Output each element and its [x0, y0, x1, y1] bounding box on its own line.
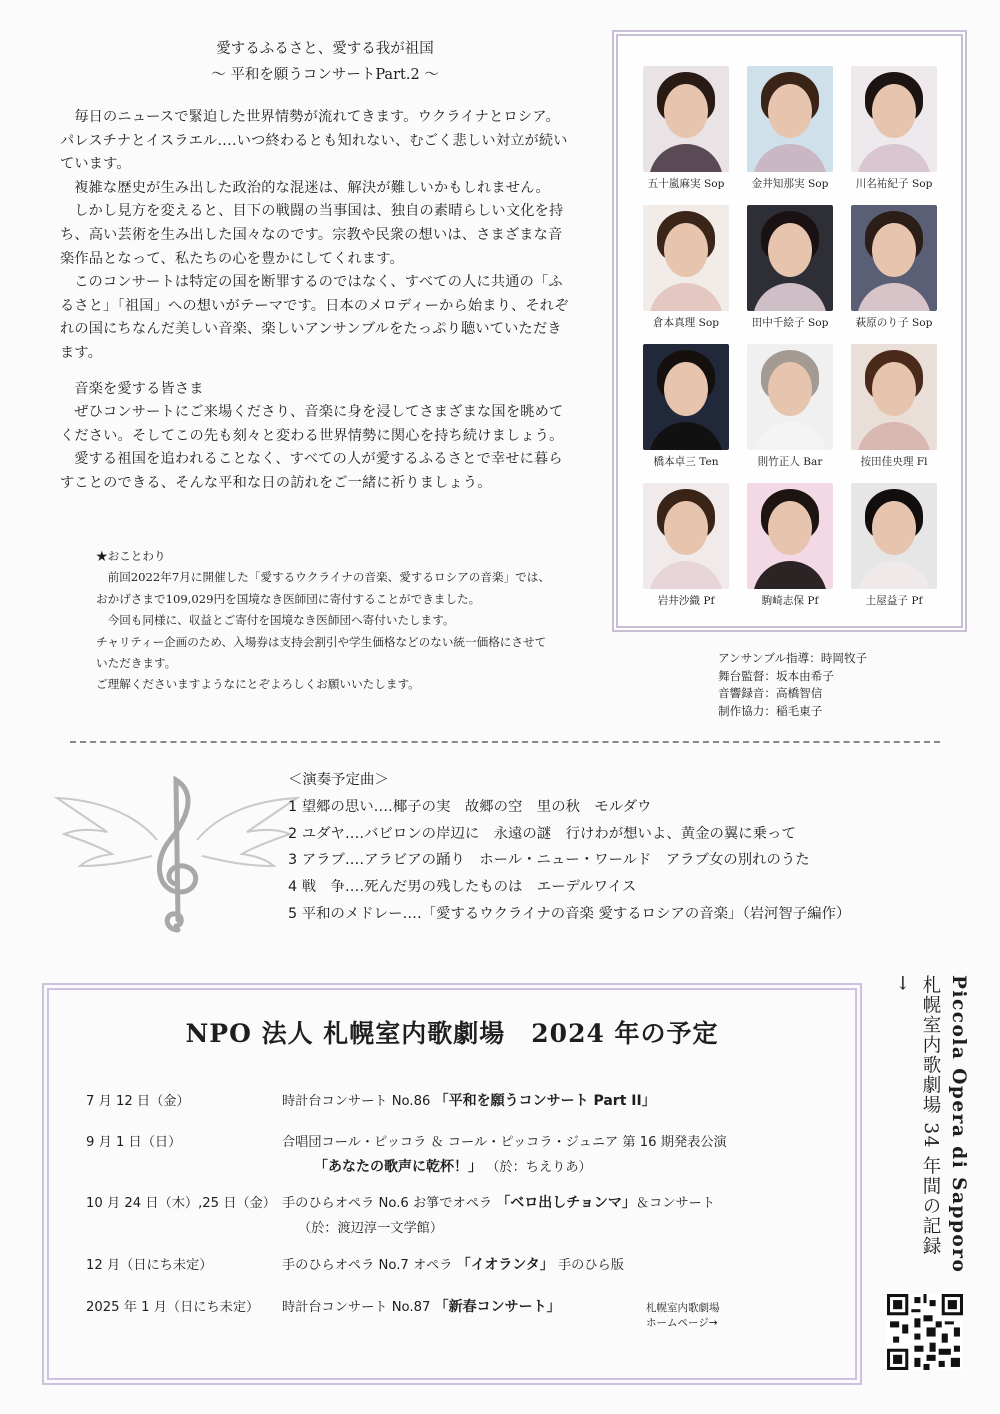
notice-paragraph: 前回2022年7月に開催した「愛するウクライナの音楽、愛するロシアの音楽」では、おかげさまで109,029円を国境なき医師団に寄付することができました。	[96, 570, 550, 606]
notice-paragraph: ご理解くださいますようなにとぞよろしくお願いいたします。	[96, 677, 420, 692]
side-title-en: Piccola Opera di Sapporo	[948, 975, 969, 1274]
performer-name: 則竹正人 Bar	[757, 456, 823, 468]
face-shape	[664, 362, 708, 416]
homepage-note	[646, 1301, 720, 1331]
performer-card	[849, 66, 939, 191]
intro-paragraph: 愛する祖国を追われることなく、すべての人が愛するふるさとで幸せに暮らすことのできる、そんな平和な日の訪れをご一緒に祈りましょう。	[60, 451, 563, 491]
event-desc	[282, 1296, 561, 1316]
performer-name: 萩原のり子 Sop	[855, 317, 933, 329]
notice-heading: ★おことわり	[96, 549, 166, 563]
performer-photo	[747, 483, 833, 589]
event-text: 時計台コンサート No.86	[282, 1094, 431, 1109]
body-shape	[753, 561, 827, 589]
performer-photo	[643, 205, 729, 311]
performer-photo	[643, 483, 729, 589]
intro-paragraph: このコンサートは特定の国を断罪するのではなく、すべての人に共通の「ふるさと」「祖国」への想いがテーマです。日本のメロディーから始まり、それぞれの国にちなんだ美しい音楽、楽しいアンサンブルをたっぷり聴いていただきます。	[60, 274, 569, 361]
side-vertical-title	[888, 975, 972, 1280]
intro-title	[120, 36, 530, 88]
event-text: 時計台コンサート No.87	[282, 1300, 431, 1315]
body-shape	[649, 144, 723, 172]
performer-photo	[747, 66, 833, 172]
event-text: 手のひらオペラ No.7 オペラ	[282, 1258, 453, 1273]
performer-name: 橋本卓三 Ten	[653, 456, 719, 468]
face-shape	[872, 362, 916, 416]
event-venue: （於：ちえりあ）	[486, 1160, 592, 1175]
face-shape	[872, 501, 916, 555]
performer-photo	[851, 483, 937, 589]
event-title: 「平和を願うコンサート Part II」	[434, 1093, 656, 1109]
intro-paragraph: 毎日のニュースで緊迫した世界情勢が流れてきます。ウクライナとロシア。パレスチナとイスラエル‥‥いつ終わるとも知れない、むごく悲しい対立が続いています。	[60, 109, 568, 173]
face-shape	[768, 362, 812, 416]
event-date: 9 月 1 日（日）	[86, 1135, 182, 1150]
notice-paragraph: 今回も同様に、収益とご寄付を国境なき医師団へ寄付いたします。	[107, 613, 455, 628]
body-shape	[753, 283, 827, 311]
event-title: 「あなたの歌声に乾杯！」	[314, 1159, 482, 1175]
body-shape	[857, 561, 931, 589]
performer-name: 倉本真理 Sop	[652, 317, 720, 329]
body-shape	[857, 144, 931, 172]
schedule-title: NPO 法人 札幌室内歌劇場 2024 年の予定	[185, 1019, 719, 1048]
staff-credits	[718, 650, 867, 720]
body-shape	[649, 283, 723, 311]
intro-text	[60, 106, 572, 496]
performer-name: 土屋益子 Pf	[865, 595, 923, 607]
staff-line: 制作協力：稲毛東子	[718, 703, 823, 718]
performer-card	[745, 344, 835, 469]
body-shape	[649, 422, 723, 450]
performer-name: 田中千絵子 Sop	[751, 317, 829, 329]
performer-photo	[851, 344, 937, 450]
event-title: 「ベロ出しチョンマ」	[496, 1195, 636, 1211]
event-desc-line2	[314, 1156, 592, 1176]
staff-line: アンサンブル指導：時岡牧子	[718, 651, 868, 665]
program-list	[288, 767, 968, 928]
event-date: 7 月 12 日（金）	[86, 1094, 190, 1109]
program-item: 2 ユダヤ‥‥バビロンの岸辺に 永遠の謎 行けわが想いよ、黄金の翼に乗って	[288, 825, 796, 842]
notice-box	[96, 546, 556, 696]
performer-name: 按田佳央理 Fl	[860, 456, 928, 468]
face-shape	[664, 84, 708, 138]
performer-card	[745, 483, 835, 608]
event-text: 手のひら版	[557, 1258, 624, 1273]
performer-name: 五十嵐麻実 Sop	[647, 178, 725, 190]
intro-paragraph: ぜひコンサートにご来場くださり、音楽に身を浸してさまざまな国を眺めてください。そしてこの先も刻々と変わる世界情勢に関心を持ち続けましょう。	[60, 404, 564, 444]
event-date: 10 月 24 日（木）,25 日（金）	[86, 1196, 276, 1211]
performer-card	[641, 344, 731, 469]
event-desc	[282, 1254, 624, 1274]
performer-name: 岩井沙織 Pf	[657, 595, 715, 607]
program-heading: ＜演奏予定曲＞	[288, 772, 389, 788]
concert-subtitle: 愛するふるさと、愛する我が祖国	[216, 41, 434, 57]
homepage-arrow-label: ホームページ→	[646, 1317, 718, 1329]
body-shape	[753, 144, 827, 172]
performer-photo	[851, 66, 937, 172]
performer-name: 川名祐紀子 Sop	[855, 178, 933, 190]
face-shape	[872, 223, 916, 277]
qr-code-icon[interactable]	[887, 1294, 963, 1370]
performer-name: 駒崎志保 Pf	[761, 595, 819, 607]
face-shape	[768, 223, 812, 277]
performer-card	[745, 205, 835, 330]
program-item: 3 アラブ‥‥アラビアの踊り ホール・ニュー・ワールド アラブ女の別れのうた	[288, 852, 810, 869]
intro-paragraph: 複雑な歴史が生み出した政治的な混迷は、解決が難しいかもしれません。	[74, 179, 550, 196]
event-text: 合唱団コール・ピッコラ ＆ コール・ピッコラ・ジュニア 第 16 期発表公演	[282, 1135, 727, 1150]
performer-photo	[851, 205, 937, 311]
performer-photo	[643, 344, 729, 450]
performer-card	[641, 205, 731, 330]
staff-line: 音響録音：高橋智信	[718, 686, 823, 701]
face-shape	[768, 501, 812, 555]
body-shape	[753, 422, 827, 450]
performer-card	[641, 483, 731, 608]
performer-name: 金井知那実 Sop	[751, 178, 829, 190]
face-shape	[664, 501, 708, 555]
body-shape	[857, 422, 931, 450]
section-divider	[70, 741, 940, 743]
body-shape	[857, 283, 931, 311]
program-item: 4 戦 争‥‥死んだ男の残したものは エーデルワイス	[288, 879, 637, 896]
intro-paragraph: 音楽を愛する皆さま	[74, 380, 204, 397]
performer-card	[745, 66, 835, 191]
performer-photo	[643, 66, 729, 172]
program-item: 5 平和のメドレー‥‥「愛するウクライナの音楽 愛するロシアの音楽」（岩河智子編作）	[288, 905, 851, 922]
event-title: 「新春コンサート」	[434, 1299, 561, 1315]
face-shape	[872, 84, 916, 138]
performer-card	[849, 205, 939, 330]
treble-clef-wings-icon	[52, 770, 302, 940]
event-desc	[282, 1131, 727, 1150]
face-shape	[768, 84, 812, 138]
event-date: 12 月（日にち未定）	[86, 1258, 213, 1273]
event-text: ＆コンサート	[635, 1196, 716, 1211]
event-desc	[282, 1090, 656, 1110]
side-title-ja: 札幌室内歌劇場 34 年間の記録 →	[892, 975, 941, 1257]
notice-paragraph: チャリティー企画のため、入場券は支持会割引や学生価格などのない統一価格にさせていただきます。	[96, 634, 547, 671]
program-item: 1 望郷の思い‥‥椰子の実 故郷の空 里の秋 モルダウ	[288, 798, 652, 815]
event-date: 2025 年 1 月（日にち未定）	[86, 1300, 260, 1315]
event-title: 「イオランタ」	[456, 1257, 554, 1273]
concert-title: ～ 平和を願うコンサートPart.2 ～	[211, 67, 439, 83]
performer-photo	[747, 205, 833, 311]
intro-paragraph: しかし見方を変えると、目下の戦闘の当事国は、独自の素晴らしい文化を持ち、高い芸術を生み出した国々なのです。宗教や民衆の想いは、さまざまな音楽作品となって、私たちの心を豊かにしてくれます。	[60, 203, 564, 267]
staff-line: 舞台監督：坂本由希子	[718, 668, 834, 683]
event-desc	[282, 1192, 715, 1212]
face-shape	[664, 223, 708, 277]
performer-photo	[747, 344, 833, 450]
performer-card	[641, 66, 731, 191]
event-venue: （於：渡辺淳一文学館）	[298, 1221, 444, 1236]
performer-card	[849, 483, 939, 608]
performer-card	[849, 344, 939, 469]
body-shape	[649, 561, 723, 589]
homepage-label: 札幌室内歌劇場	[646, 1302, 720, 1314]
event-text: 手のひらオペラ No.6 お箏でオペラ	[282, 1196, 493, 1211]
